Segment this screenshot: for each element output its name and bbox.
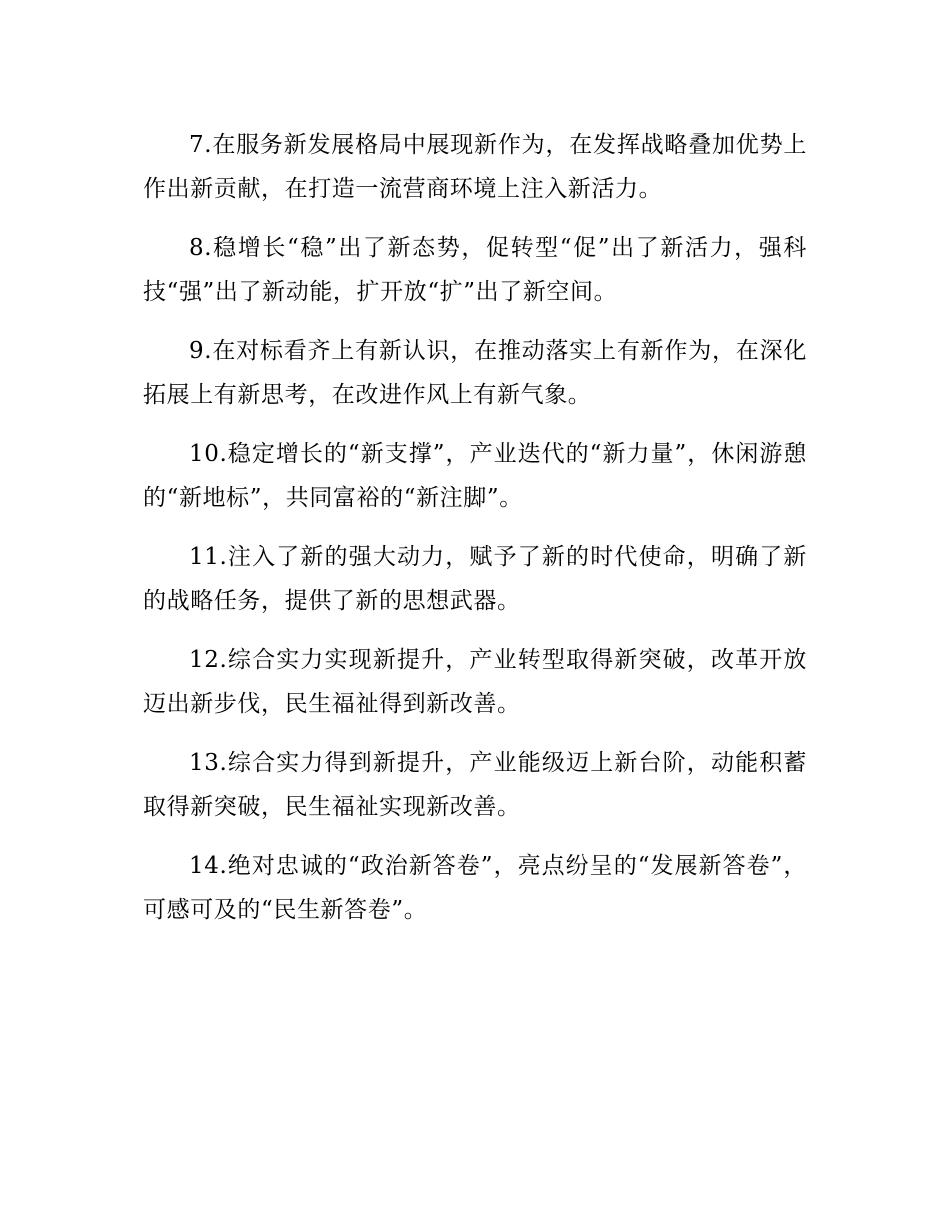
paragraph-12: 12.综合实力实现新提升，产业转型取得新突破，改革开放迈出新步伐，民生福祉得到新改善。 <box>143 647 807 717</box>
paragraph-7: 7.在服务新发展格局中展现新作为，在发挥战略叠加优势上作出新贡献，在打造一流营商环境上注入新活力。 <box>143 132 807 202</box>
paragraph-14: 14.绝对忠诚的“政治新答卷”，亮点纷呈的“发展新答卷”，可感可及的“民生新答卷”。 <box>143 853 807 923</box>
paragraph-11: 11.注入了新的强大动力，赋予了新的时代使命，明确了新的战略任务，提供了新的思想武器。 <box>143 544 807 614</box>
document-body <box>143 123 807 947</box>
paragraph-9: 9.在对标看齐上有新认识，在推动落实上有新作为，在深化拓展上有新思考，在改进作风上有新气象。 <box>143 338 807 408</box>
paragraph-8: 8.稳增长“稳”出了新态势，促转型“促”出了新活力，强科技“强”出了新动能，扩开放“扩”出了新空间。 <box>143 235 807 305</box>
paragraph-13: 13.综合实力得到新提升，产业能级迈上新台阶，动能积蓄取得新突破，民生福祉实现新改善。 <box>143 750 807 820</box>
paragraph-10: 10.稳定增长的“新支撑”，产业迭代的“新力量”，休闲游憩的“新地标”，共同富裕的“新注脚”。 <box>143 441 807 511</box>
